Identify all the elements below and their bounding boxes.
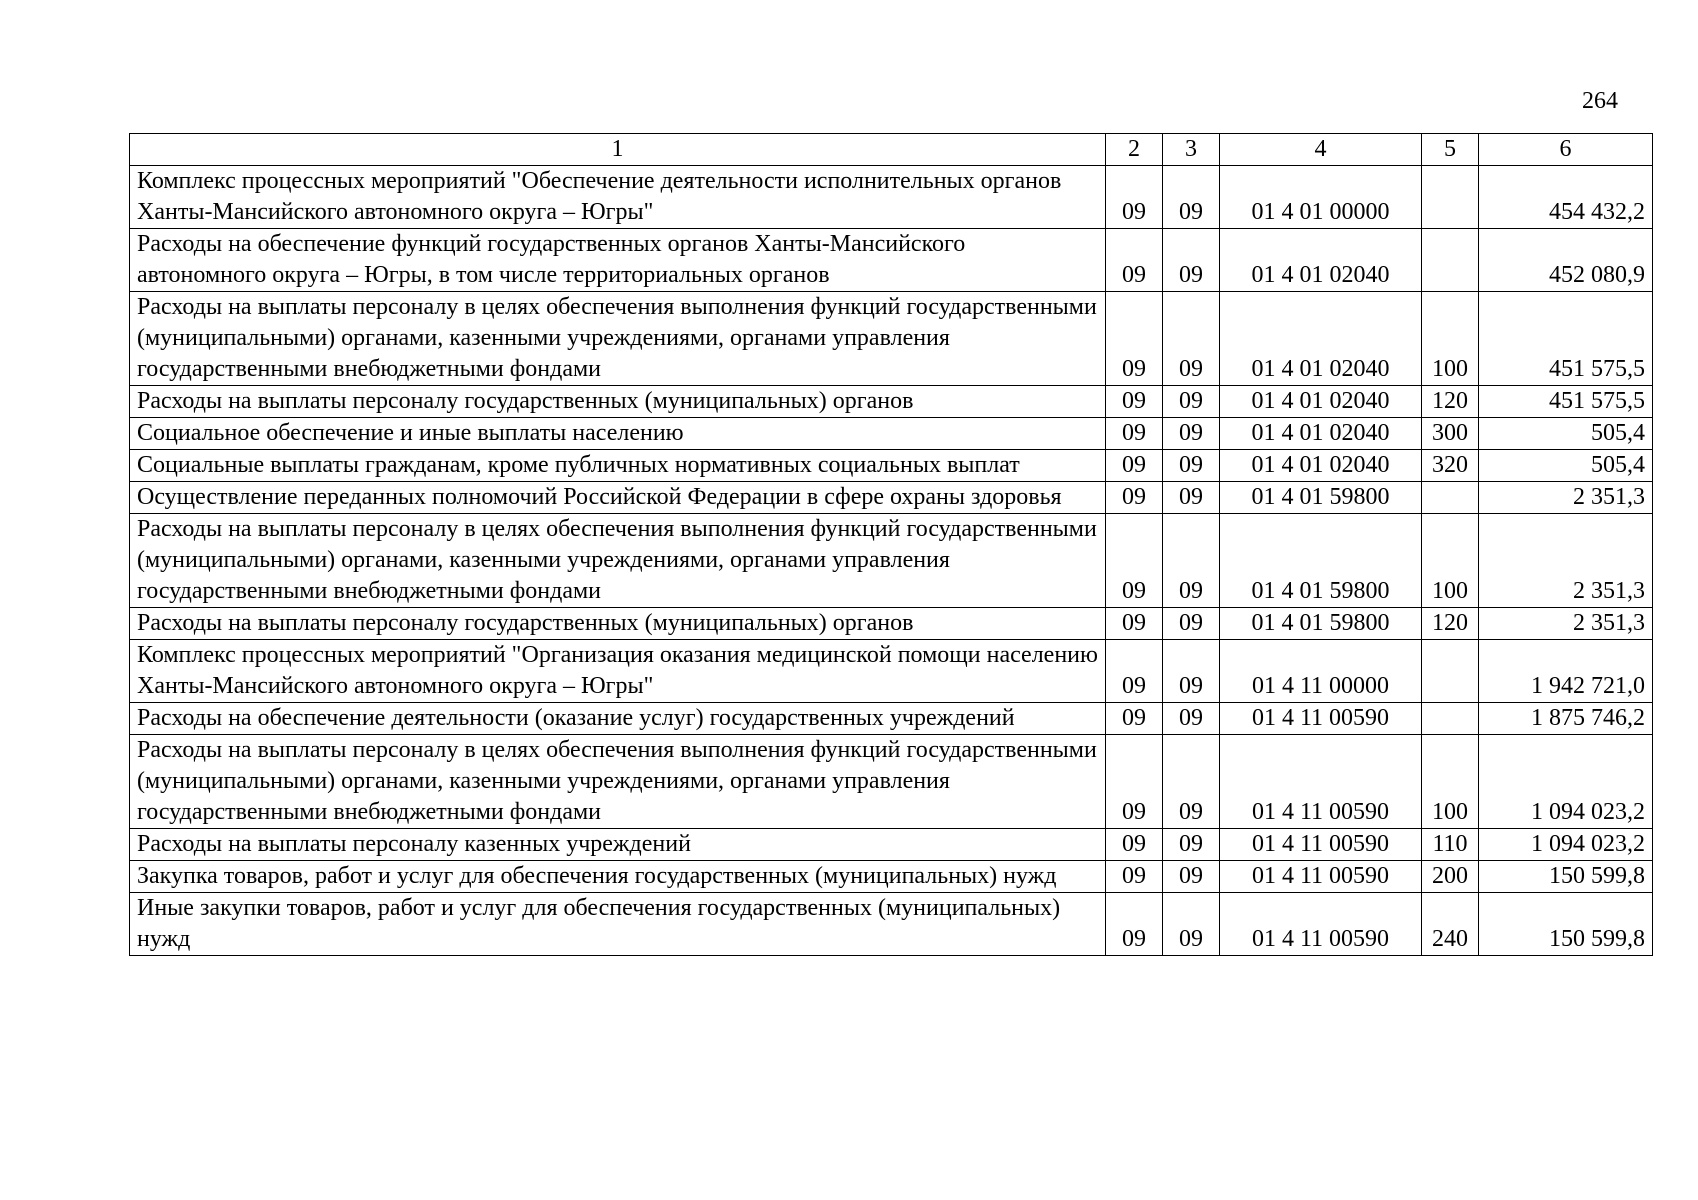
expense-type-cell: 100 [1422, 292, 1479, 386]
target-article-cell: 01 4 01 02040 [1220, 418, 1422, 450]
expense-name-cell: Расходы на обеспечение функций государственных органов Ханты-Мансийского автономного округа – Югры, в том числе территориальных органов [130, 229, 1106, 292]
expense-name-cell: Иные закупки товаров, работ и услуг для обеспечения государственных (муниципальных) нужд [130, 893, 1106, 956]
section-code-cell: 09 [1106, 418, 1163, 450]
expense-type-cell: 200 [1422, 861, 1479, 893]
expense-type-cell: 100 [1422, 514, 1479, 608]
target-article-cell: 01 4 11 00590 [1220, 893, 1422, 956]
table-row [130, 418, 1653, 450]
subsection-code-cell: 09 [1163, 735, 1220, 829]
expense-name-cell: Расходы на выплаты персоналу казенных учреждений [130, 829, 1106, 861]
header-row [130, 134, 1653, 166]
subsection-code-cell: 09 [1163, 386, 1220, 418]
budget-table [129, 133, 1653, 956]
column-header-2: 2 [1106, 134, 1163, 166]
table-row [130, 386, 1653, 418]
expense-name-cell: Расходы на выплаты персоналу государственных (муниципальных) органов [130, 386, 1106, 418]
expense-type-cell: 100 [1422, 735, 1479, 829]
subsection-code-cell: 09 [1163, 514, 1220, 608]
subsection-code-cell: 09 [1163, 229, 1220, 292]
target-article-cell: 01 4 11 00590 [1220, 861, 1422, 893]
expense-name-cell: Комплекс процессных мероприятий "Организация оказания медицинской помощи населению Ханты-Мансийского автономного округа – Югры" [130, 640, 1106, 703]
amount-cell: 2 351,3 [1479, 608, 1653, 640]
section-code-cell: 09 [1106, 292, 1163, 386]
target-article-cell: 01 4 01 02040 [1220, 450, 1422, 482]
table-row [130, 703, 1653, 735]
expense-type-cell [1422, 229, 1479, 292]
section-code-cell: 09 [1106, 703, 1163, 735]
section-code-cell: 09 [1106, 893, 1163, 956]
page-number: 264 [1582, 88, 1618, 114]
amount-cell: 150 599,8 [1479, 861, 1653, 893]
column-header-4: 4 [1220, 134, 1422, 166]
section-code-cell: 09 [1106, 386, 1163, 418]
expense-name-cell: Расходы на выплаты персоналу в целях обеспечения выполнения функций государственными (муниципальными) органами, казенными учреждениями, органами управления государственными внебюджетными фондами [130, 735, 1106, 829]
subsection-code-cell: 09 [1163, 608, 1220, 640]
expense-type-cell: 120 [1422, 386, 1479, 418]
section-code-cell: 09 [1106, 608, 1163, 640]
column-header-1: 1 [130, 134, 1106, 166]
target-article-cell: 01 4 01 59800 [1220, 514, 1422, 608]
subsection-code-cell: 09 [1163, 640, 1220, 703]
table-row [130, 893, 1653, 956]
expense-type-cell [1422, 640, 1479, 703]
target-article-cell: 01 4 01 00000 [1220, 166, 1422, 229]
expense-name-cell: Расходы на выплаты персоналу в целях обеспечения выполнения функций государственными (муниципальными) органами, казенными учреждениями, органами управления государственными внебюджетными фондами [130, 514, 1106, 608]
target-article-cell: 01 4 01 02040 [1220, 292, 1422, 386]
table-row [130, 640, 1653, 703]
subsection-code-cell: 09 [1163, 450, 1220, 482]
expense-type-cell: 300 [1422, 418, 1479, 450]
section-code-cell: 09 [1106, 450, 1163, 482]
expense-name-cell: Осуществление переданных полномочий Российской Федерации в сфере охраны здоровья [130, 482, 1106, 514]
subsection-code-cell: 09 [1163, 292, 1220, 386]
subsection-code-cell: 09 [1163, 482, 1220, 514]
expense-name-cell: Расходы на выплаты персоналу государственных (муниципальных) органов [130, 608, 1106, 640]
section-code-cell: 09 [1106, 166, 1163, 229]
expense-type-cell: 120 [1422, 608, 1479, 640]
table-row [130, 514, 1653, 608]
table-row [130, 735, 1653, 829]
section-code-cell: 09 [1106, 735, 1163, 829]
column-header-5: 5 [1422, 134, 1479, 166]
table-row [130, 861, 1653, 893]
expense-name-cell: Социальные выплаты гражданам, кроме публичных нормативных социальных выплат [130, 450, 1106, 482]
amount-cell: 505,4 [1479, 450, 1653, 482]
table-row [130, 482, 1653, 514]
amount-cell: 451 575,5 [1479, 292, 1653, 386]
subsection-code-cell: 09 [1163, 829, 1220, 861]
amount-cell: 2 351,3 [1479, 482, 1653, 514]
target-article-cell: 01 4 01 59800 [1220, 608, 1422, 640]
target-article-cell: 01 4 11 00000 [1220, 640, 1422, 703]
amount-cell: 454 432,2 [1479, 166, 1653, 229]
table-row [130, 166, 1653, 229]
amount-cell: 505,4 [1479, 418, 1653, 450]
amount-cell: 452 080,9 [1479, 229, 1653, 292]
target-article-cell: 01 4 01 02040 [1220, 386, 1422, 418]
section-code-cell: 09 [1106, 482, 1163, 514]
amount-cell: 1 942 721,0 [1479, 640, 1653, 703]
target-article-cell: 01 4 01 59800 [1220, 482, 1422, 514]
amount-cell: 2 351,3 [1479, 514, 1653, 608]
amount-cell: 1 875 746,2 [1479, 703, 1653, 735]
section-code-cell: 09 [1106, 514, 1163, 608]
subsection-code-cell: 09 [1163, 893, 1220, 956]
amount-cell: 150 599,8 [1479, 893, 1653, 956]
table-body [130, 166, 1653, 956]
expense-name-cell: Расходы на обеспечение деятельности (оказание услуг) государственных учреждений [130, 703, 1106, 735]
section-code-cell: 09 [1106, 640, 1163, 703]
expense-type-cell: 110 [1422, 829, 1479, 861]
subsection-code-cell: 09 [1163, 166, 1220, 229]
table-row [130, 229, 1653, 292]
section-code-cell: 09 [1106, 229, 1163, 292]
amount-cell: 451 575,5 [1479, 386, 1653, 418]
target-article-cell: 01 4 11 00590 [1220, 703, 1422, 735]
target-article-cell: 01 4 01 02040 [1220, 229, 1422, 292]
table-row [130, 829, 1653, 861]
expense-type-cell [1422, 703, 1479, 735]
table-row [130, 450, 1653, 482]
subsection-code-cell: 09 [1163, 418, 1220, 450]
subsection-code-cell: 09 [1163, 703, 1220, 735]
expense-name-cell: Расходы на выплаты персоналу в целях обеспечения выполнения функций государственными (муниципальными) органами, казенными учреждениями, органами управления государственными внебюджетными фондами [130, 292, 1106, 386]
subsection-code-cell: 09 [1163, 861, 1220, 893]
expense-name-cell: Социальное обеспечение и иные выплаты населению [130, 418, 1106, 450]
column-header-6: 6 [1479, 134, 1653, 166]
expense-name-cell: Комплекс процессных мероприятий "Обеспечение деятельности исполнительных органов Ханты-Мансийского автономного округа – Югры" [130, 166, 1106, 229]
section-code-cell: 09 [1106, 861, 1163, 893]
table-row [130, 608, 1653, 640]
amount-cell: 1 094 023,2 [1479, 829, 1653, 861]
target-article-cell: 01 4 11 00590 [1220, 829, 1422, 861]
table-row [130, 292, 1653, 386]
expense-type-cell [1422, 482, 1479, 514]
target-article-cell: 01 4 11 00590 [1220, 735, 1422, 829]
section-code-cell: 09 [1106, 829, 1163, 861]
amount-cell: 1 094 023,2 [1479, 735, 1653, 829]
column-header-3: 3 [1163, 134, 1220, 166]
expense-type-cell: 320 [1422, 450, 1479, 482]
expense-name-cell: Закупка товаров, работ и услуг для обеспечения государственных (муниципальных) нужд [130, 861, 1106, 893]
expense-type-cell: 240 [1422, 893, 1479, 956]
expense-type-cell [1422, 166, 1479, 229]
